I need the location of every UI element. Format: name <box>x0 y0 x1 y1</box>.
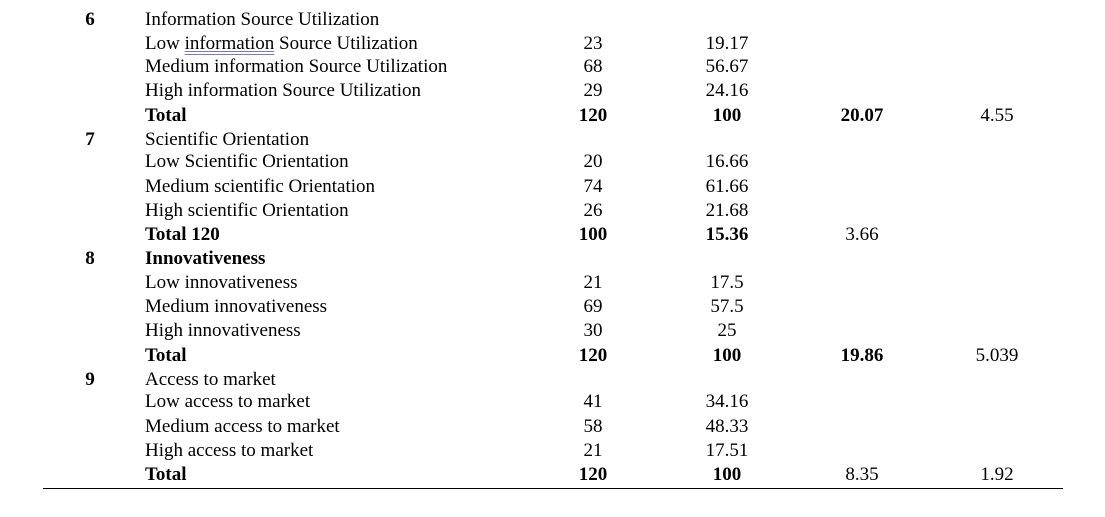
frequency-cell: 120 <box>578 105 608 126</box>
frequency-cell: 21 <box>583 272 603 293</box>
percentage-cell: 48.33 <box>705 416 749 437</box>
frequency-cell: 68 <box>583 56 603 77</box>
section-header-row <box>0 128 1105 152</box>
label-part: Low <box>145 33 185 54</box>
table-row <box>0 319 1105 343</box>
row-label: Low access to market <box>145 391 311 412</box>
mean-cell: 8.35 <box>845 464 879 485</box>
frequency-cell: 29 <box>583 80 603 101</box>
section-title: Information Source Utilization <box>145 9 380 30</box>
row-label: Low Scientific Orientation <box>145 151 349 172</box>
section-header-row <box>0 247 1105 271</box>
row-label <box>145 32 418 56</box>
percentage-cell: 100 <box>712 345 742 366</box>
row-number: 8 <box>85 248 95 269</box>
row-label: Medium information Source Utilization <box>145 56 448 77</box>
row-label: Medium innovativeness <box>145 296 328 317</box>
percentage-cell: 16.66 <box>705 151 749 172</box>
percentage-cell: 21.68 <box>705 200 749 221</box>
table-row <box>0 295 1105 319</box>
row-number: 9 <box>85 369 95 390</box>
table-row <box>0 439 1105 463</box>
sd-cell: 5.039 <box>975 345 1019 366</box>
total-row <box>0 344 1105 368</box>
row-number: 7 <box>85 129 95 150</box>
percentage-cell: 56.67 <box>705 56 749 77</box>
total-row <box>0 463 1105 487</box>
table-bottom-rule <box>43 488 1063 489</box>
row-label: Total 120 <box>145 224 220 245</box>
section-title: Scientific Orientation <box>145 129 310 150</box>
percentage-cell: 61.66 <box>705 176 749 197</box>
percentage-cell: 19.17 <box>705 33 749 54</box>
table-row <box>0 415 1105 439</box>
section-title: Access to market <box>145 369 276 390</box>
section-header-row <box>0 8 1105 32</box>
frequency-cell: 21 <box>583 440 603 461</box>
percentage-cell: 15.36 <box>705 224 749 245</box>
row-label: Low innovativeness <box>145 272 298 293</box>
percentage-cell: 17.51 <box>705 440 749 461</box>
percentage-cell: 24.16 <box>705 80 749 101</box>
row-label: Total <box>145 464 187 485</box>
frequency-cell: 41 <box>583 391 603 412</box>
table-row <box>0 175 1105 199</box>
section-title: Innovativeness <box>145 248 266 269</box>
frequency-cell: 100 <box>578 224 608 245</box>
percentage-cell: 17.5 <box>710 272 744 293</box>
table-row <box>0 55 1105 79</box>
percentage-cell: 57.5 <box>710 296 744 317</box>
frequency-cell: 120 <box>578 464 608 485</box>
mean-cell: 3.66 <box>845 224 879 245</box>
sd-cell: 1.92 <box>980 464 1014 485</box>
row-number: 6 <box>85 9 95 30</box>
mean-cell: 20.07 <box>840 105 884 126</box>
label-part: Source Utilization <box>274 33 418 54</box>
frequency-cell: 69 <box>583 296 603 317</box>
total-row <box>0 223 1105 247</box>
table-row <box>0 271 1105 295</box>
row-label: Total <box>145 345 187 366</box>
row-label: High scientific Orientation <box>145 200 349 221</box>
row-label: Total <box>145 105 187 126</box>
row-label: Medium scientific Orientation <box>145 176 376 197</box>
percentage-cell: 34.16 <box>705 391 749 412</box>
table-row <box>0 79 1105 103</box>
table-row <box>0 390 1105 414</box>
frequency-cell: 120 <box>578 345 608 366</box>
percentage-cell: 100 <box>712 105 742 126</box>
sd-cell: 4.55 <box>980 105 1014 126</box>
frequency-cell: 23 <box>583 33 603 54</box>
frequency-cell: 30 <box>583 320 603 341</box>
table-row <box>0 150 1105 174</box>
frequency-cell: 26 <box>583 200 603 221</box>
total-row <box>0 104 1105 128</box>
table-row <box>0 32 1105 56</box>
row-label: Medium access to market <box>145 416 340 437</box>
row-label: High innovativeness <box>145 320 301 341</box>
row-label: High access to market <box>145 440 314 461</box>
row-label: High information Source Utilization <box>145 80 421 101</box>
percentage-cell: 25 <box>717 320 737 341</box>
mean-cell: 19.86 <box>840 345 884 366</box>
percentage-cell: 100 <box>712 464 742 485</box>
frequency-cell: 74 <box>583 176 603 197</box>
spellcheck-underlined-word: information <box>184 33 275 54</box>
table-row <box>0 199 1105 223</box>
frequency-cell: 20 <box>583 151 603 172</box>
frequency-cell: 58 <box>583 416 603 437</box>
section-header-row <box>0 368 1105 392</box>
